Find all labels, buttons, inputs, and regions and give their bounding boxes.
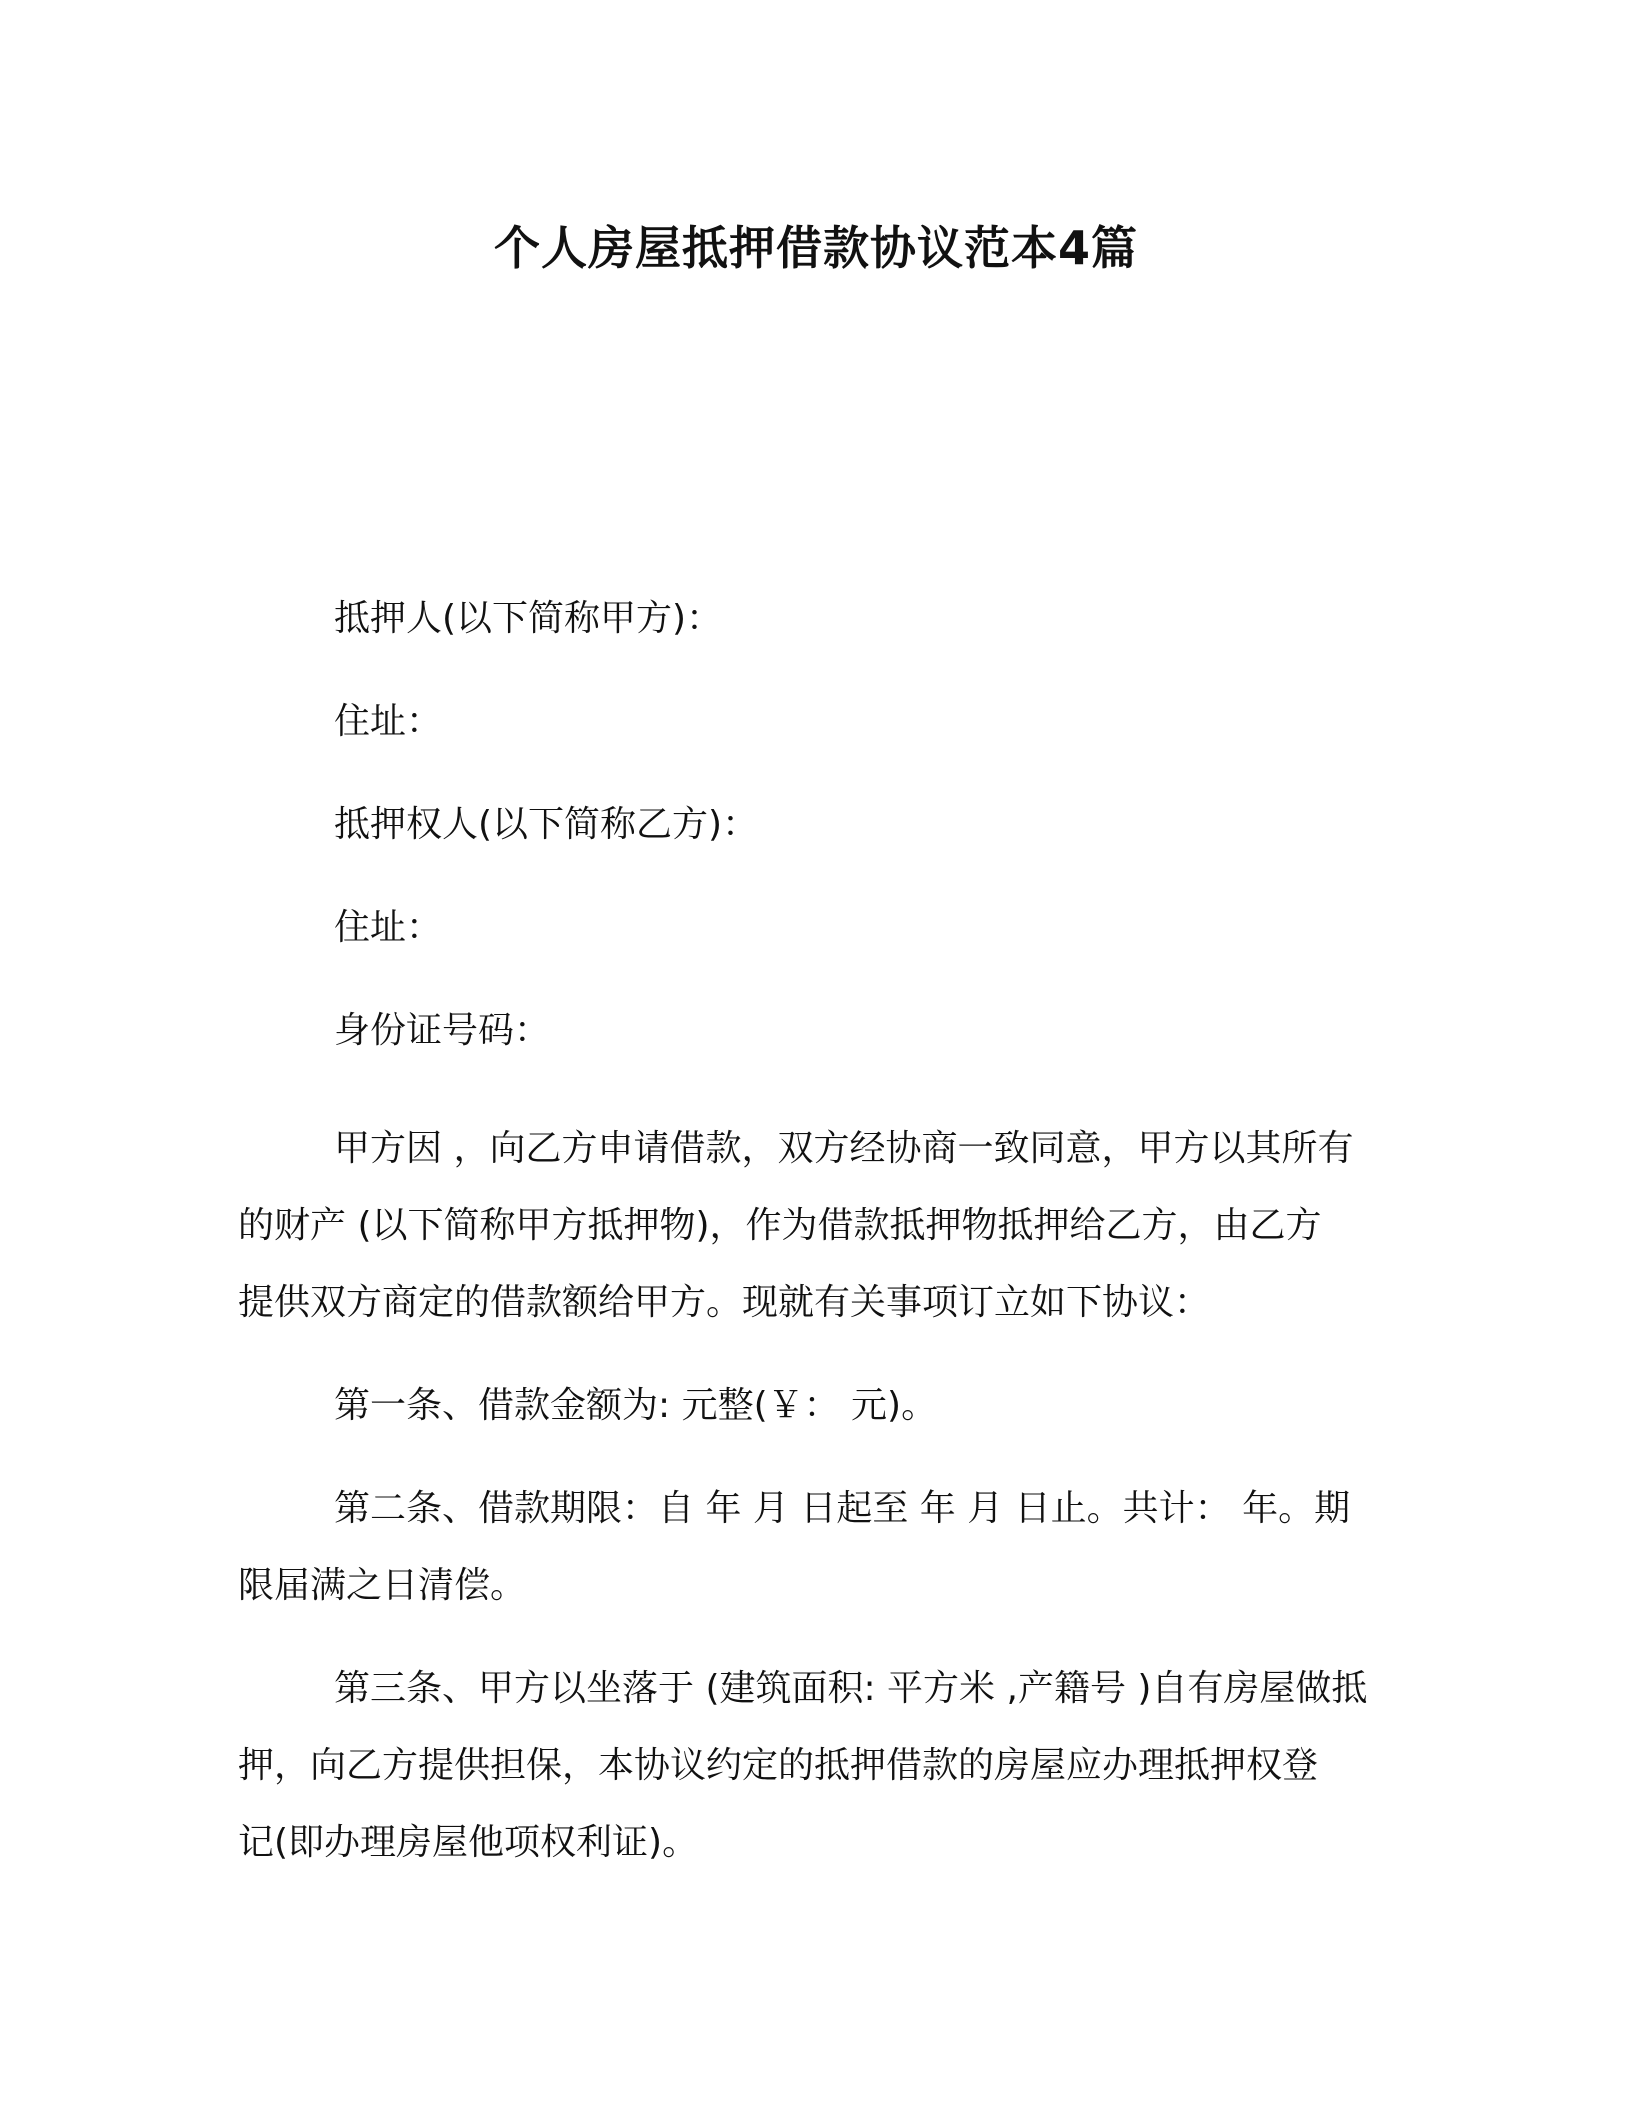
article-3-line: 记(即办理房屋他项权利证)。 xyxy=(238,1822,699,1863)
article-1-paragraph xyxy=(238,1367,1388,1444)
article-2-paragraph xyxy=(238,1470,1388,1624)
article-1-line: 第一条、借款金额为: 元整(￥： 元)。 xyxy=(334,1385,938,1426)
article-3-line: 押，向乙方提供担保，本协议约定的抵押借款的房屋应办理抵押权登 xyxy=(238,1745,1319,1786)
preamble-line: 的财产 (以下简称甲方抵押物)，作为借款抵押物抵押给乙方，由乙方 xyxy=(238,1205,1322,1246)
mortgagee-field: 抵押权人(以下简称乙方)： xyxy=(334,804,759,845)
article-3-paragraph xyxy=(238,1650,1388,1881)
article-3-line: 第三条、甲方以坐落于 (建筑面积: 平方米 ,产籍号 )自有房屋做抵 xyxy=(334,1668,1368,1709)
article-2-line: 第二条、借款期限：自 年 月 日起至 年 月 日止。共计： 年。期 xyxy=(334,1488,1351,1529)
preamble-line: 提供双方商定的借款额给甲方。现就有关事项订立如下协议： xyxy=(238,1282,1211,1323)
id-number-field: 身份证号码： xyxy=(334,1010,551,1051)
article-2-line: 限届满之日清偿。 xyxy=(238,1565,527,1606)
preamble-line: 甲方因 ，向乙方申请借款，双方经协商一致同意，甲方以其所有 xyxy=(334,1128,1354,1169)
preamble-paragraph xyxy=(238,1110,1388,1341)
mortgagor-address-field: 住址： xyxy=(334,701,443,742)
document-title: 个人房屋抵押借款协议范本4篇 xyxy=(493,221,1138,275)
mortgagee-address-field: 住址： xyxy=(334,907,443,948)
mortgagor-field: 抵押人(以下简称甲方)： xyxy=(334,598,723,639)
